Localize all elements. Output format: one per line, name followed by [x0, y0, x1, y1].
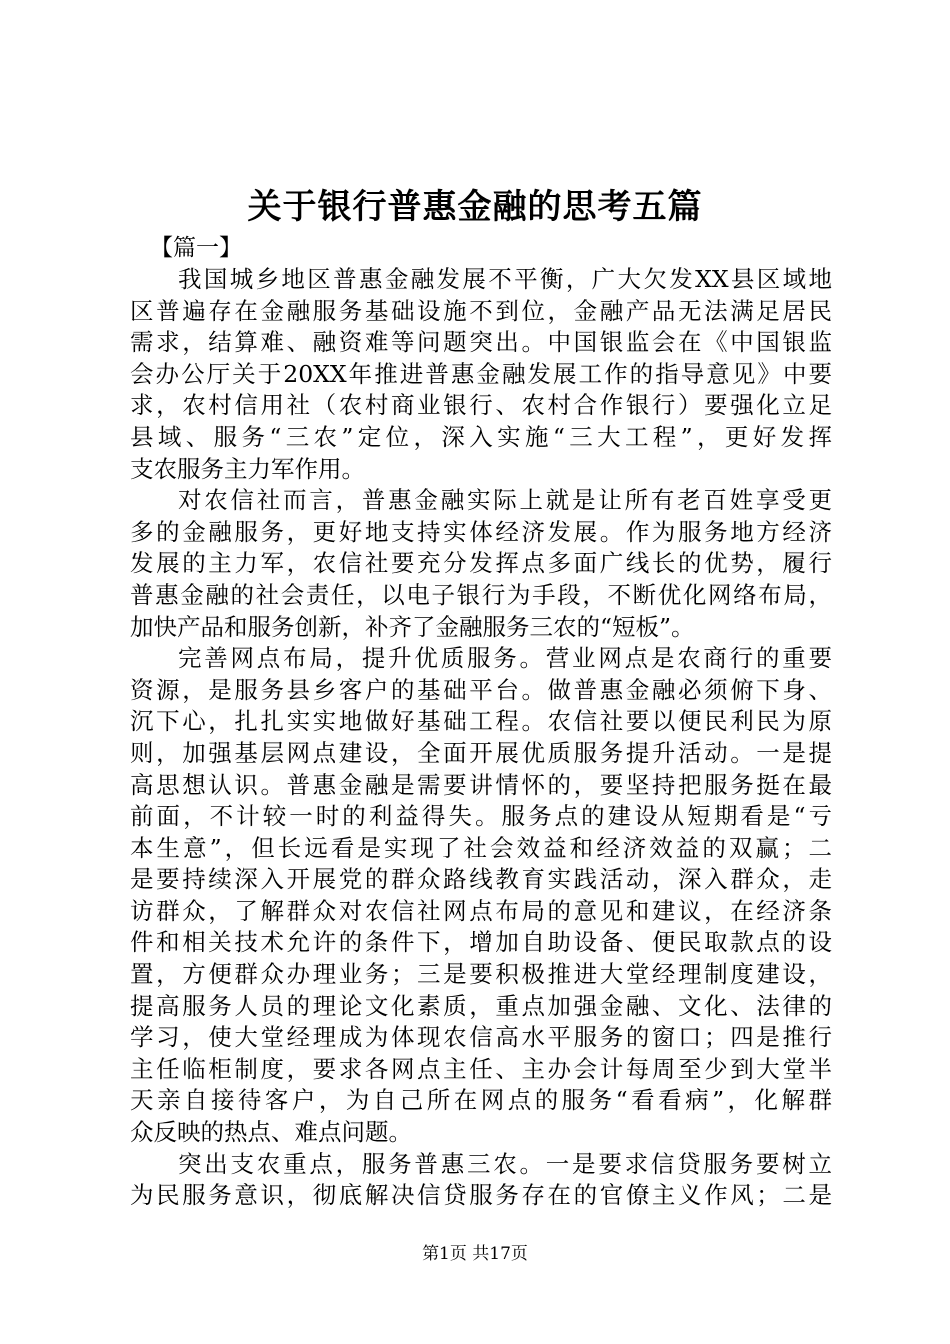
- paragraph: [130, 264, 832, 485]
- paragraph-line: 高思想认识。普惠金融是需要讲情怀的，要坚持把服务挺在最: [130, 770, 832, 799]
- paragraph-line: 提高服务人员的理论文化素质，重点加强金融、文化、法律的: [130, 991, 832, 1020]
- paragraph-line: 突出支农重点，服务普惠三农。一是要求信贷服务要树立: [178, 1149, 832, 1178]
- paragraph-line: 区普遍存在金融服务基础设施不到位，金融产品无法满足居民: [130, 296, 832, 325]
- paragraph-line: 对农信社而言，普惠金融实际上就是让所有老百姓享受更: [178, 486, 832, 515]
- page-footer: 第1页 共17页: [422, 1244, 528, 1264]
- paragraph-line: 则，加强基层网点建设，全面开展优质服务提升活动。一是提: [130, 738, 832, 767]
- document-body: [130, 264, 832, 1212]
- paragraph-line: 置，方便群众办理业务；三是要积极推进大堂经理制度建设，: [130, 960, 832, 989]
- paragraph-line: 沉下心，扎扎实实地做好基础工程。农信社要以便民利民为原: [130, 707, 832, 736]
- paragraph-line: 是要持续深入开展党的群众路线教育实践活动，深入群众，走: [130, 865, 832, 894]
- paragraph-line: 支农服务主力军作用。: [130, 454, 365, 483]
- paragraph-line: 主任临柜制度，要求各网点主任、主办会计每周至少到大堂半: [130, 1054, 832, 1083]
- paragraph-line: 件和相关技术允许的条件下，增加自助设备、便民取款点的设: [130, 928, 832, 957]
- paragraph-line: 资源，是服务县乡客户的基础平台。做普惠金融必须俯下身、: [130, 675, 832, 704]
- paragraph-line: 会办公厅关于20XX年推进普惠金融发展工作的指导意见》中要: [130, 359, 832, 388]
- paragraph-line: 完善网点布局，提升优质服务。营业网点是农商行的重要: [178, 644, 832, 673]
- section-heading: 【篇一】: [150, 235, 242, 261]
- paragraph-line: 访群众，了解群众对农信社网点布局的意见和建议，在经济条: [130, 896, 832, 925]
- paragraph-line: 县域、服务“三农”定位，深入实施“三大工程”，更好发挥: [130, 422, 832, 451]
- paragraph-line: 加快产品和服务创新，补齐了金融服务三农的“短板”。: [130, 612, 695, 641]
- paragraph-line: 前面，不计较一时的利益得失。服务点的建设从短期看是“亏: [130, 802, 832, 831]
- paragraph: [130, 485, 832, 643]
- paragraph-line: 为民服务意识，彻底解决信贷服务存在的官僚主义作风；二是: [130, 1181, 832, 1210]
- paragraph-line: 普惠金融的社会责任，以电子银行为手段，不断优化网络布局，: [130, 580, 832, 609]
- paragraph-line: 发展的主力军，农信社要充分发挥点多面广线长的优势，履行: [130, 549, 832, 578]
- paragraph-line: 学习，使大堂经理成为体现农信高水平服务的窗口；四是推行: [130, 1023, 832, 1052]
- paragraph-line: 本生意”，但长远看是实现了社会效益和经济效益的双赢；二: [130, 833, 832, 862]
- paragraph-line: 我国城乡地区普惠金融发展不平衡，广大欠发XX县区域地: [178, 265, 832, 293]
- document-title: 关于银行普惠金融的思考五篇: [247, 187, 703, 227]
- paragraph: [130, 1149, 832, 1212]
- paragraph: [130, 643, 832, 1149]
- paragraph-line: 众反映的热点、难点问题。: [130, 1118, 412, 1147]
- paragraph-line: 需求，结算难、融资难等问题突出。中国银监会在《中国银监: [130, 328, 832, 357]
- paragraph-line: 多的金融服务，更好地支持实体经济发展。作为服务地方经济: [130, 517, 832, 546]
- paragraph-line: 求，农村信用社（农村商业银行、农村合作银行）要强化立足: [130, 391, 832, 420]
- paragraph-line: 天亲自接待客户，为自己所在网点的服务“看看病”，化解群: [130, 1086, 832, 1115]
